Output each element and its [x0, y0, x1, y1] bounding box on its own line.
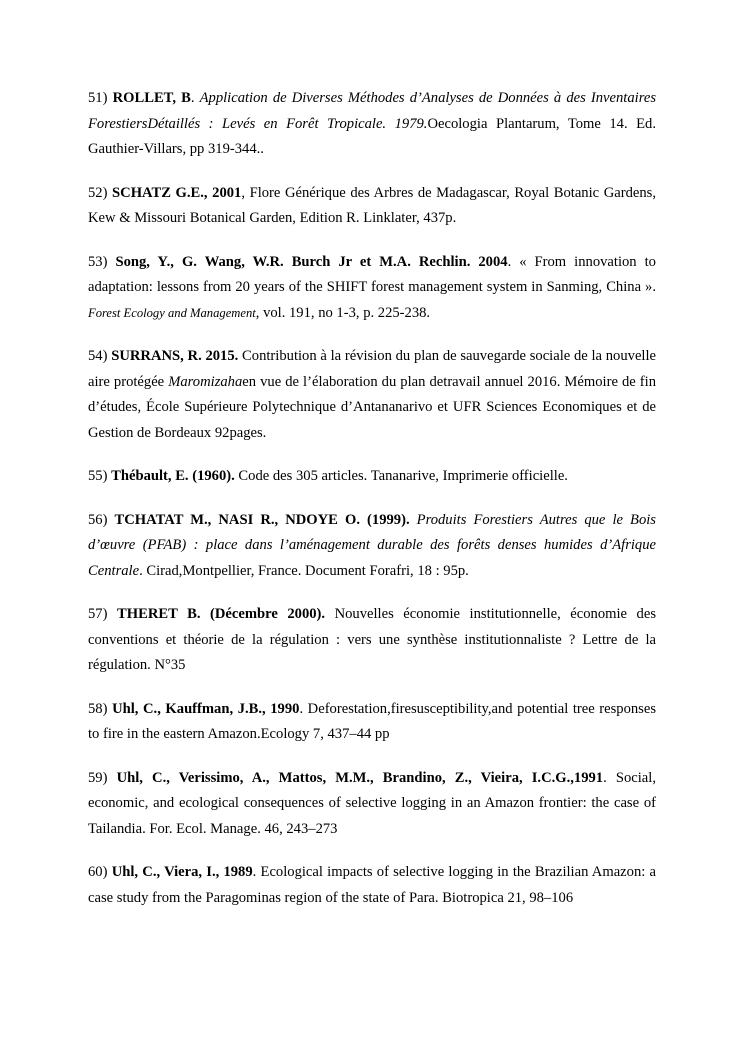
ref-text: , vol. 191, no 1-3, p. 225-238. — [255, 304, 431, 321]
reference-59 — [88, 766, 656, 843]
reference-57 — [88, 602, 656, 679]
reference-55 — [88, 464, 656, 490]
ref-author: ROLLET, B — [112, 90, 191, 106]
ref-author: Uhl, C., Viera, I., 1989 — [111, 864, 253, 880]
reference-list — [88, 86, 656, 929]
ref-author: Song, Y., G. Wang, W.R. Burch Jr et M.A. Rechlin. 2004 — [115, 253, 508, 270]
ref-number: 59) — [88, 769, 108, 786]
ref-number: 53) — [88, 253, 108, 270]
reference-52 — [88, 181, 656, 232]
ref-place: Maromizaha — [168, 373, 243, 390]
ref-author: Thébault, E. (1960). — [111, 468, 235, 484]
ref-number: 56) — [88, 511, 108, 528]
ref-number: 58) — [88, 700, 108, 717]
ref-text: en vue de l’élaboration du plan detravail annuel 2016. Mémoire de fin d’études, École Supérieure Polytechnique d’Antananarivo et UFR Sciences Economiques et de Gestion de Bordeaux 92pages. — [88, 373, 657, 441]
ref-number: 51) — [88, 90, 108, 106]
ref-journal: Forest Ecology and Management — [88, 305, 256, 320]
ref-author: THERET B. (Décembre 2000). — [117, 606, 326, 622]
ref-author: SCHATZ G.E., 2001 — [112, 184, 242, 201]
ref-author: Uhl, C., Kauffman, J.B., 1990 — [112, 700, 300, 717]
ref-number: 52) — [88, 184, 108, 201]
ref-text: . Cirad,Montpellier, France. Document Forafri, 18 : 95p. — [139, 562, 469, 579]
reference-53 — [88, 250, 656, 327]
reference-58 — [88, 697, 656, 748]
ref-title: Application de Diverses Méthodes d’Analyses de Données à des Inventaires ForestiersDétaillés : Levés en Forêt Tropicale. 1979. — [88, 90, 657, 132]
ref-number: 60) — [88, 864, 108, 880]
ref-number: 55) — [88, 468, 108, 484]
ref-text: . Social, economic, and ecological consequences of selective logging in an Amazon frontier: the case of Tailandia. For. Ecol. Manage. 46, 243–273 — [88, 769, 656, 837]
ref-text: Code des 305 articles. Tananarive, Imprimerie officielle. — [234, 468, 568, 484]
ref-text: Oecologia Plantarum, Tome 14. Ed. Gauthier-Villars, pp 319-344.. — [88, 115, 657, 157]
ref-text: Contribution à la révision du plan de sauvegarde sociale de la nouvelle aire protégée — [88, 348, 657, 390]
ref-text: . — [190, 90, 200, 106]
reference-60 — [88, 860, 656, 911]
ref-text: . « From innovation to adaptation: lessons from 20 years of the SHIFT forest management system in Sanming, China ». — [88, 253, 656, 295]
reference-56 — [88, 508, 656, 585]
ref-author: Uhl, C., Verissimo, A., Mattos, M.M., Brandino, Z., Vieira, I.C.G.,1991 — [116, 769, 604, 786]
ref-text: , Flore Générique des Arbres de Madagascar, Royal Botanic Gardens, Kew & Missouri Botanical Garden, Edition R. Linklater, 437p. — [88, 184, 656, 226]
ref-text: . Deforestation,firesusceptibility,and potential tree responses to fire in the eastern Amazon.Ecology 7, 437–44 pp — [88, 700, 657, 742]
ref-text: Nouvelles économie institutionnelle, économie des conventions et théorie de la régulation : vers une synthèse institutionnaliste ? Lettre de la régulation. N°35 — [88, 606, 657, 673]
reference-51 — [88, 86, 656, 163]
ref-number: 57) — [88, 606, 108, 622]
ref-text: . Ecological impacts of selective logging in the Brazilian Amazon: a case study from the Paragominas region of the state of Para. Biotropica 21, 98–106 — [88, 864, 656, 906]
ref-author: SURRANS, R. 2015. — [111, 348, 239, 364]
ref-author: TCHATAT M., NASI R., NDOYE O. (1999). — [114, 511, 410, 528]
reference-54 — [88, 344, 656, 446]
ref-title: Produits Forestiers Autres que le Bois d’œuvre (PFAB) : place dans l’aménagement durable des forêts denses humides d’Afrique Centrale — [88, 511, 656, 579]
ref-number: 54) — [88, 348, 108, 364]
